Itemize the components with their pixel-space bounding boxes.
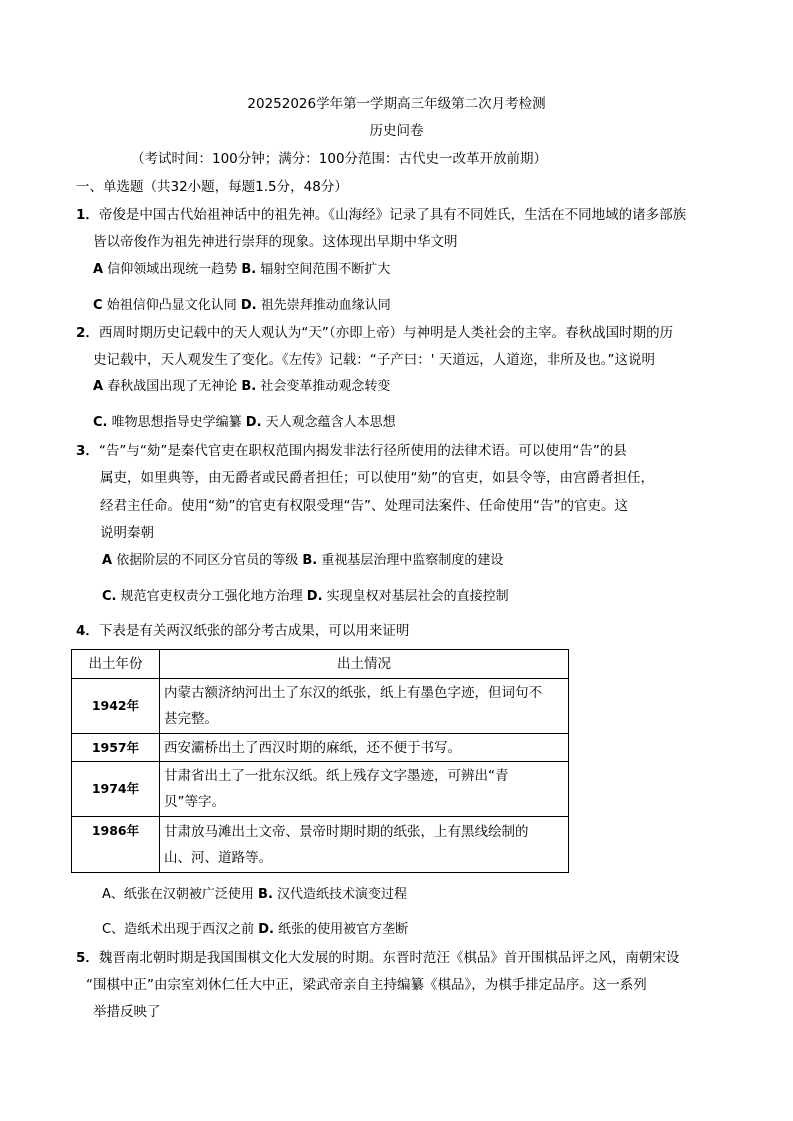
option-a: 信仰领域出现统一趋势 [107,262,238,277]
section-heading: 一、单选题（共32小题，每题1.5分，48分） [76,179,348,195]
options-row-ab [93,260,390,280]
table-cell-year: 1942年 [72,679,160,734]
table-row [72,679,569,734]
option-a: A、纸张在汉朝被广泛使用 [102,887,254,902]
option-letter: B. [241,262,257,277]
table-cell-line: 甘肃放马滩出土文帝、景帝时期时期的纸张，上有黑线绘制的 [164,823,529,840]
question-number: 4． [76,623,99,639]
archaeology-table [71,649,569,873]
option-c: 唯物思想指导史学编纂 [111,415,242,430]
option-a: 春秋战国出现了无神论 [107,379,238,394]
option-letter: A [93,262,104,277]
table-header-details: 出土情况 [160,650,569,679]
table-header-row [72,650,569,679]
option-letter: B. [302,553,318,568]
question-number: 2． [76,325,99,341]
table-cell-year: 1957年 [72,734,160,762]
table-cell-line: 甘肃省出土了一批东汉纸。纸上残存文字墨迹，可辨出“青 [164,768,509,784]
option-b: 汉代造纸技术演变过程 [277,887,408,902]
document-title: 20252026学年第一学期高三年级第二次月考检测 [247,96,546,112]
option-d: 天人观念蕴含人本思想 [265,415,396,430]
option-a: 依据阶层的不同区分官员的等级 [116,553,299,568]
options-row-ab [102,551,503,571]
table-cell-year: 1986年 [72,817,160,873]
table-cell-details [160,679,569,734]
option-d: 实现皇权对基层社会的直接控制 [326,589,509,604]
question-stem-line: “告”与“劾”是秦代官吏在职权范围内揭发非法行径所使用的法律术语。可以使用“告”的县 [98,443,627,459]
option-letter: A [93,379,104,394]
table-cell-line: 贝”等字。 [164,794,225,810]
options-row-ab [102,885,407,905]
option-letter: A [102,553,113,568]
question-stem-line: 史记载中，天人观发生了变化。《左传》记载：“子产曰：' 天道远，人道迩，非所及也。”这说明 [93,352,655,368]
document-subtitle: 历史问卷 [369,123,424,139]
question-stem-line: 帝俊是中国古代始祖神话中的祖先神。《山海经》记录了具有不同姓氏，生活在不同地域的诸多部族 [98,207,687,223]
table-cell-year: 1974年 [72,762,160,817]
table-cell-details [160,817,569,873]
question-stem-line: 经君主任命。使用“劾”的官吏有权限受理“告”、处理司法案件、任命使用“告”的官吏。这 [100,498,628,514]
question-stem-line: 属吏，如里典等，由无爵者或民爵者担任；可以使用“劾”的官吏，如县令等，由宫爵者担任， [100,470,654,486]
options-row-ab [93,377,390,397]
option-letter: C [93,298,103,313]
options-row-cd [93,413,396,433]
question-stem-line: 下表是有关两汉纸张的部分考古成果，可以用来证明 [98,623,410,639]
table-cell-line: 内蒙古额济纳河出土了东汉的纸张，纸上有墨色字迹，但词句不 [164,685,542,701]
question-stem-line: “围棋中正”由宗室刘休仁任大中正，梁武帝亲自主持编纂《棋品》，为棋手排定品序。这一系列 [86,977,647,993]
option-letter: C. [93,415,108,430]
option-letter: B. [241,379,257,394]
table-cell-line: 西安灞桥出土了西汉时期的麻纸，还不便于书写。 [164,739,461,756]
question-stem-line: 举措反映了 [93,1004,161,1020]
option-b: 辐射空间范围不断扩大 [260,262,391,277]
table-cell-line: 山、河、道路等。 [164,849,272,866]
option-letter: D. [245,415,262,430]
question-stem-line: 皆以帝俊作为祖先神进行崇拜的现象。这体现出早期中华文明 [93,234,458,250]
table-row [72,817,569,873]
option-letter: D. [306,589,323,604]
option-c: 规范官吏权责分工强化地方治理 [120,589,303,604]
question-number: 5． [76,950,99,966]
table-row [72,762,569,817]
option-letter: B. [258,887,273,902]
option-d: 祖先崇拜推动血缘认同 [260,298,391,313]
table-cell-details [160,762,569,817]
question-number: 3． [76,443,99,459]
options-row-cd [102,920,408,940]
question-stem-line: 魏晋南北朝时期是我国围棋文化大发展的时期。东晋时范汪《棋品》首开围棋品评之风，南朝宋设 [98,950,680,966]
option-letter: D. [258,922,274,937]
option-letter: D. [240,298,257,313]
table-header-year: 出土年份 [72,650,160,679]
exam-info: （考试时间：100分钟；满分：100分范围：古代史一改革开放前期） [131,151,548,167]
option-c: C、造纸术出现于西汉之前 [102,922,255,937]
option-b: 社会变革推动观念转变 [260,379,391,394]
table-row [72,734,569,762]
table-cell-line: 甚完整。 [164,711,218,727]
option-d: 纸张的使用被官方垄断 [278,922,409,937]
option-b: 重视基层治理中监察制度的建设 [321,553,504,568]
question-number: 1． [76,207,99,223]
question-stem-line: 说明秦朝 [100,525,154,541]
question-stem-line: 西周时期历史记载中的天人观认为“天”（亦即上帝）与神明是人类社会的主宰。春秋战国时期的历 [98,325,674,341]
options-row-cd [93,296,391,316]
table-cell-details [160,734,569,762]
options-row-cd [102,587,509,607]
option-letter: C. [102,589,117,604]
option-c: 始祖信仰凸显文化认同 [106,298,237,313]
